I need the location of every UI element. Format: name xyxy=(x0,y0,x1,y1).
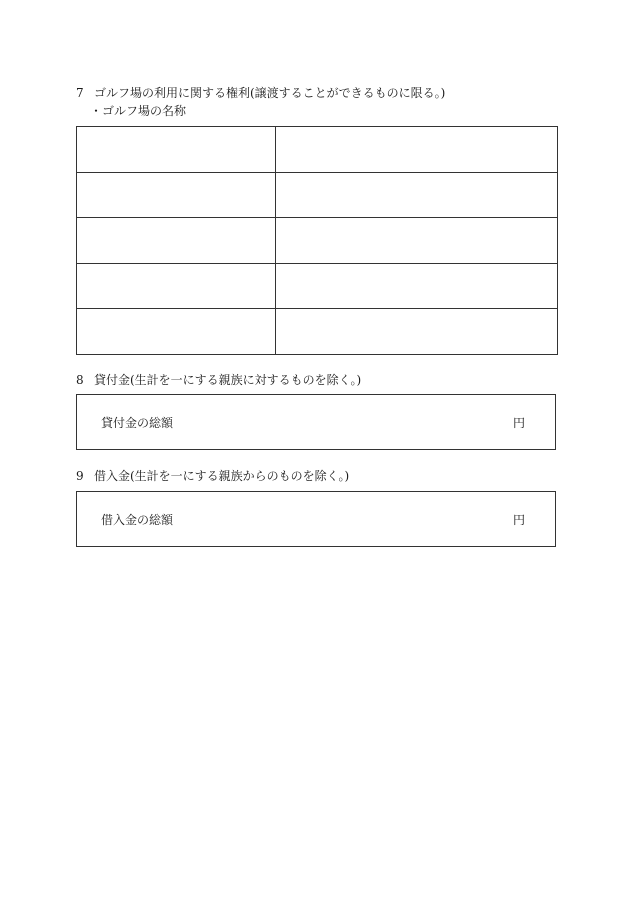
golf-course-name-cell[interactable] xyxy=(77,127,276,173)
golf-course-name-cell[interactable] xyxy=(77,309,276,355)
yen-unit: 円 xyxy=(512,416,525,430)
table-row xyxy=(77,309,558,355)
section-7-number: 7 xyxy=(76,86,84,100)
golf-course-name-cell[interactable] xyxy=(77,218,276,264)
golf-course-value-cell[interactable] xyxy=(276,172,558,218)
section-8-number: 8 xyxy=(76,373,84,387)
golf-course-value-cell[interactable] xyxy=(276,309,558,355)
borrowing-total-unit xyxy=(513,513,525,527)
golf-course-value-cell[interactable] xyxy=(276,127,558,173)
table-row xyxy=(77,127,558,173)
section-9-number: 9 xyxy=(76,469,84,483)
golf-course-name-cell[interactable] xyxy=(77,263,276,309)
golf-course-value-cell[interactable] xyxy=(276,263,558,309)
table-row xyxy=(77,263,558,309)
golf-course-table xyxy=(76,126,558,355)
table-row xyxy=(77,172,558,218)
section-8-heading xyxy=(76,373,361,387)
golf-course-name-cell[interactable] xyxy=(77,172,276,218)
borrowing-total-box[interactable] xyxy=(76,491,556,547)
loan-total-box[interactable] xyxy=(76,394,556,450)
golf-course-value-cell[interactable] xyxy=(276,218,558,264)
section-9-heading xyxy=(76,469,349,483)
section-7-heading xyxy=(76,86,445,100)
table-row xyxy=(77,218,558,264)
borrowing-total-label: 借入金の総額 xyxy=(101,513,174,527)
section-7-title: ゴルフ場の利用に関する権利(譲渡することができるものに限る。) xyxy=(94,86,446,100)
loan-total-label: 貸付金の総額 xyxy=(101,416,174,430)
loan-total-unit xyxy=(513,416,525,430)
yen-unit: 円 xyxy=(512,513,525,527)
section-9-title: 借入金(生計を一にする親族からのものを除く。) xyxy=(94,469,350,483)
section-8-title: 貸付金(生計を一にする親族に対するものを除く。) xyxy=(94,373,362,387)
golf-course-name-label: ・ゴルフ場の名称 xyxy=(90,104,187,118)
